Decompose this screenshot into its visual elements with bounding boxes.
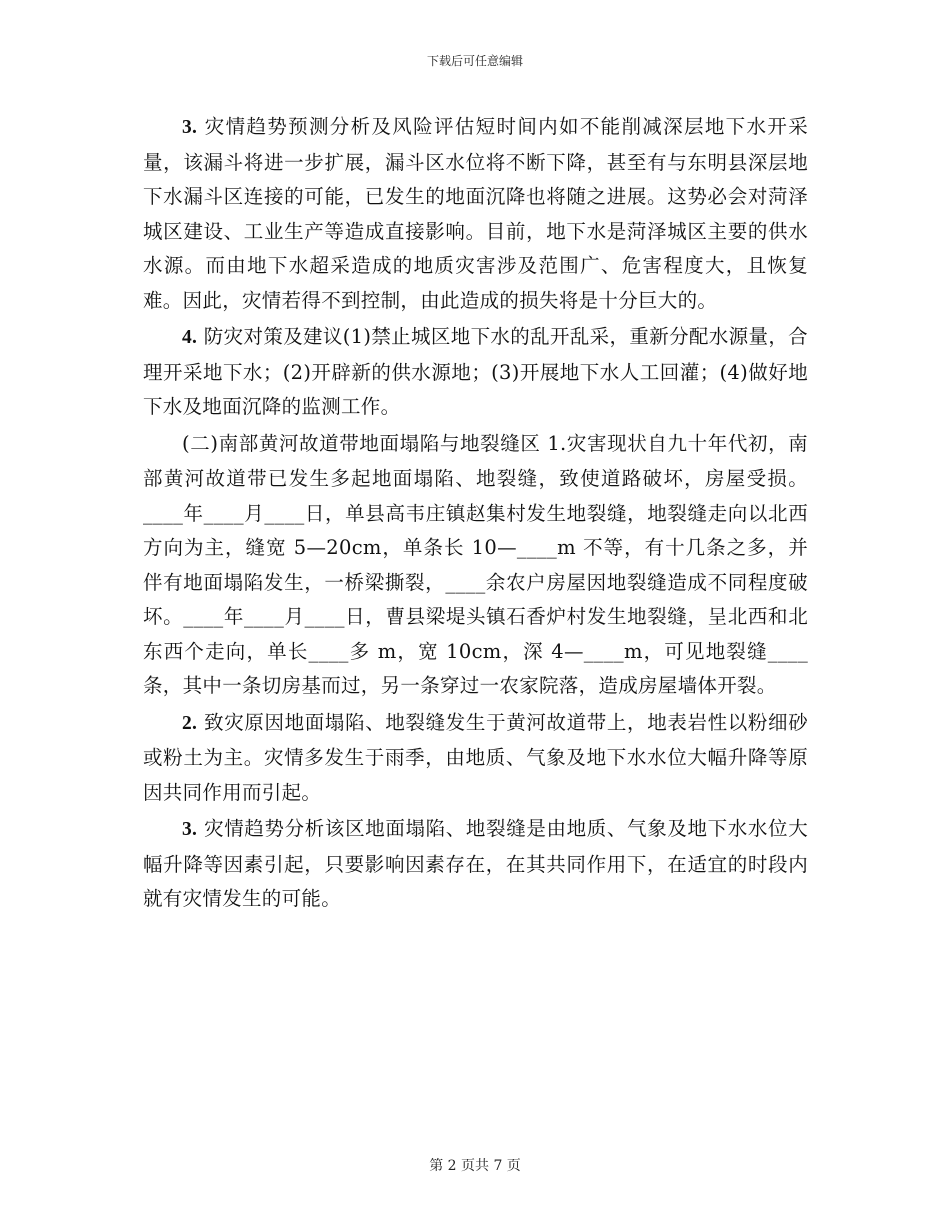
page-header [0, 53, 950, 69]
paragraph-text: (二)南部黄河故道带地面塌陷与地裂缝区 1.灾害现状自九十年代初，南部黄河故道带已发生多起地面塌陷、地裂缝，致使道路破坏，房屋受损。____年____月____日，单县高韦庄镇赵集村发生地裂缝，地裂缝走向以北西方向为主，缝宽 5—20cm，单条长 10—____m 不等，有十几条之多，并伴有地面塌陷发生，一桥梁撕裂，____余农户房屋因地裂缝造成不同程度破坏。____年____月____日，曹县梁堤头镇石香炉村发生地裂缝，呈北西和北东西个走向，单长____多 m，宽 10cm，深 4—____m，可见地裂缝____条，其中一条切房基而过，另一条穿过一农家院落，造成房屋墙体开裂。 [143, 431, 808, 697]
paragraph-number: 3. [182, 117, 198, 138]
paragraph-countermeasures [143, 320, 808, 425]
paragraph-trend-analysis [143, 812, 808, 917]
paragraph-south-yellow-river-zone [143, 427, 808, 704]
paragraph-disaster-trend [143, 110, 808, 318]
paragraph-number: 4. [182, 327, 198, 348]
page-number: 第 2 页共 7 页 [429, 1158, 521, 1174]
paragraph-number: 3. [182, 819, 198, 840]
paragraph-disaster-causes [143, 706, 808, 811]
paragraph-text: 灾情趋势分析该区地面塌陷、地裂缝是由地质、气象及地下水水位大幅升降等因素引起，只要影响因素存在，在其共同作用下，在适宜的时段内就有灾情发生的可能。 [143, 817, 808, 910]
paragraph-text: 防灾对策及建议(1)禁止城区地下水的乱开乱采，重新分配水源量，合理开采地下水；(2)开辟新的供水源地；(3)开展地下水人工回灌；(4)做好地下水及地面沉降的监测工作。 [143, 325, 808, 418]
paragraph-number: 2. [182, 712, 198, 734]
paragraph-text: 致灾原因地面塌陷、地裂缝发生于黄河故道带上，地表岩性以粉细砂或粉土为主。灾情多发生于雨季，由地质、气象及地下水水位大幅升降等原因共同作用而引起。 [143, 710, 808, 804]
paragraph-text: 灾情趋势预测分析及风险评估短时间内如不能削减深层地下水开采量，该漏斗将进一步扩展，漏斗区水位将不断下降，甚至有与东明县深层地下水漏斗区连接的可能，已发生的地面沉降也将随之进展。这势必会对菏泽城区建设、工业生产等造成直接影响。目前，地下水是菏泽城区主要的供水水源。而由地下水超采造成的地质灾害涉及范围广、危害程度大，且恢复难。因此，灾情若得不到控制，由此造成的损失将是十分巨大的。 [143, 115, 808, 312]
header-text: 下载后可任意编辑 [426, 54, 523, 68]
document-body [143, 110, 808, 919]
page-footer [0, 1157, 950, 1175]
